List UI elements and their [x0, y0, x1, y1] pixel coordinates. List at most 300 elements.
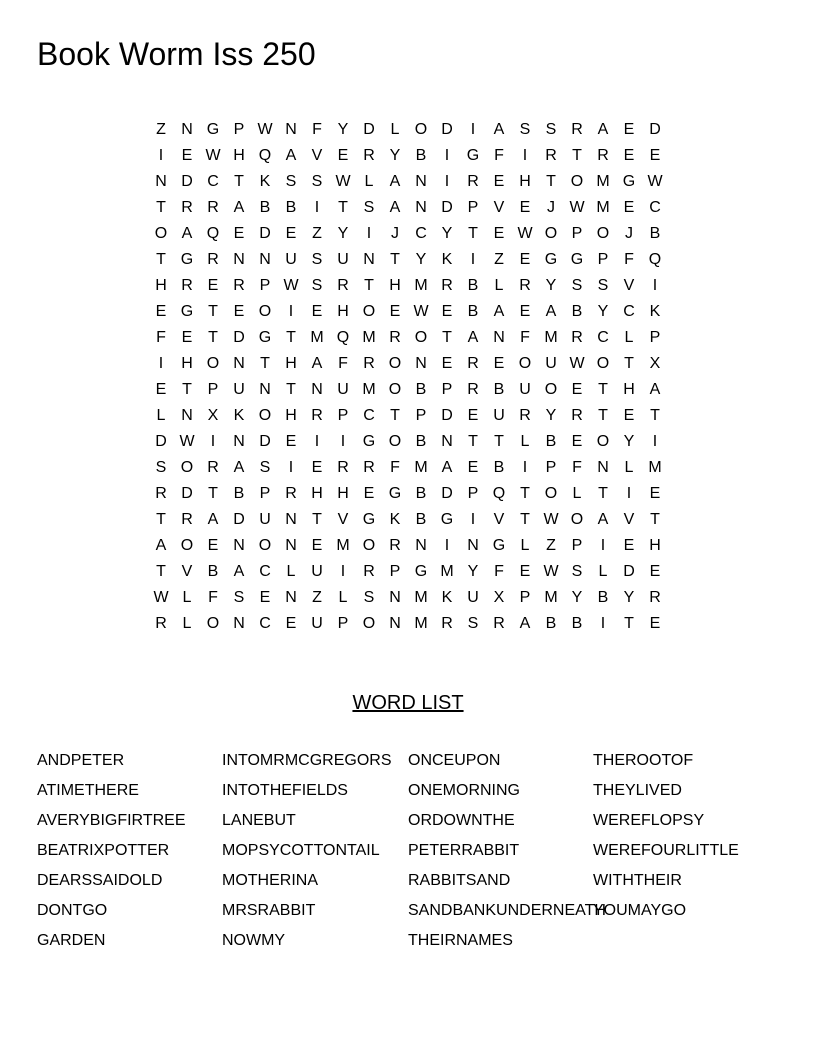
- grid-letter: E: [519, 199, 531, 216]
- grid-letter: C: [207, 173, 219, 190]
- grid-letter: D: [259, 433, 271, 450]
- grid-letter: T: [520, 485, 530, 502]
- grid-letter: W: [569, 355, 585, 372]
- grid-letter: N: [389, 589, 401, 606]
- grid-letter: W: [413, 303, 429, 320]
- grid-letter: S: [545, 121, 557, 138]
- grid-letter: P: [519, 589, 531, 606]
- grid-letter: U: [337, 251, 349, 268]
- grid-letter: O: [206, 615, 220, 632]
- grid-letter: Y: [441, 225, 453, 242]
- grid-letter: F: [390, 459, 400, 476]
- grid-letter: I: [600, 615, 606, 632]
- grid-letter: M: [414, 589, 428, 606]
- grid-letter: T: [494, 433, 504, 450]
- grid-letter: M: [414, 615, 428, 632]
- grid-letter: I: [444, 147, 450, 164]
- grid-letter: T: [468, 433, 478, 450]
- grid-letter: A: [389, 199, 401, 216]
- grid-letter: N: [415, 173, 427, 190]
- word-list-column-3: [408, 746, 606, 956]
- grid-letter: E: [519, 251, 531, 268]
- grid-letter: O: [180, 459, 194, 476]
- grid-letter: G: [440, 511, 454, 528]
- grid-letter: Y: [415, 251, 427, 268]
- grid-letter: U: [311, 563, 323, 580]
- grid-letter: H: [337, 485, 349, 502]
- word-list-heading-text: WORD LIST: [352, 692, 464, 714]
- grid-letter: R: [363, 355, 375, 372]
- grid-letter: G: [622, 173, 636, 190]
- grid-letter: E: [623, 407, 635, 424]
- grid-row: [148, 481, 668, 507]
- grid-letter: E: [649, 615, 661, 632]
- grid-letter: C: [649, 199, 661, 216]
- grid-letter: Q: [206, 225, 220, 242]
- grid-letter: S: [363, 199, 375, 216]
- grid-letter: O: [596, 355, 610, 372]
- grid-letter: P: [337, 407, 349, 424]
- grid-letter: Z: [494, 251, 504, 268]
- word-list-item: ONCEUPON: [408, 752, 501, 769]
- grid-row: [148, 221, 668, 247]
- word-list-item: THEIRNAMES: [408, 932, 513, 949]
- grid-letter: S: [311, 251, 323, 268]
- grid-letter: M: [310, 329, 324, 346]
- grid-letter: E: [285, 225, 297, 242]
- grid-letter: G: [180, 303, 194, 320]
- grid-letter: G: [388, 485, 402, 502]
- grid-letter: I: [600, 537, 606, 554]
- grid-letter: U: [519, 381, 531, 398]
- grid-letter: T: [468, 225, 478, 242]
- grid-letter: E: [623, 537, 635, 554]
- word-list-item: INTOMRMCGREGORS: [222, 752, 392, 769]
- word-list-item: WEREFLOPSY: [593, 812, 705, 829]
- grid-letter: N: [285, 537, 297, 554]
- grid-letter: B: [415, 485, 427, 502]
- grid-letter: F: [494, 563, 504, 580]
- grid-letter: N: [441, 433, 453, 450]
- grid-letter: P: [649, 329, 661, 346]
- word-list-item: SANDBANKUNDERNEATH: [408, 902, 606, 919]
- grid-letter: B: [545, 615, 557, 632]
- grid-letter: S: [571, 563, 583, 580]
- grid-letter: P: [467, 485, 479, 502]
- grid-letter: B: [467, 303, 479, 320]
- grid-letter: X: [493, 589, 505, 606]
- grid-letter: R: [285, 485, 297, 502]
- grid-letter: B: [415, 433, 427, 450]
- grid-letter: I: [158, 355, 164, 372]
- grid-letter: I: [652, 277, 658, 294]
- grid-letter: A: [233, 459, 245, 476]
- grid-letter: O: [388, 355, 402, 372]
- grid-letter: I: [314, 199, 320, 216]
- grid-letter: B: [493, 459, 505, 476]
- grid-letter: L: [390, 121, 400, 138]
- grid-letter: Q: [492, 485, 506, 502]
- word-list-item: YOUMAYGO: [593, 902, 687, 919]
- grid-letter: M: [362, 381, 376, 398]
- grid-letter: I: [340, 563, 346, 580]
- grid-letter: E: [285, 433, 297, 450]
- grid-letter: T: [598, 381, 608, 398]
- grid-letter: N: [233, 251, 245, 268]
- grid-letter: T: [208, 329, 218, 346]
- grid-letter: E: [493, 225, 505, 242]
- grid-letter: G: [180, 251, 194, 268]
- grid-letter: T: [546, 173, 556, 190]
- grid-letter: I: [652, 433, 658, 450]
- grid-letter: D: [649, 121, 661, 138]
- grid-letter: A: [545, 303, 557, 320]
- grid-letter: V: [493, 511, 505, 528]
- grid-letter: T: [286, 381, 296, 398]
- grid-letter: O: [596, 225, 610, 242]
- grid-letter: H: [155, 277, 167, 294]
- grid-row: [148, 195, 668, 221]
- grid-letter: S: [311, 173, 323, 190]
- grid-letter: A: [233, 563, 245, 580]
- grid-letter: T: [260, 355, 270, 372]
- grid-letter: W: [283, 277, 299, 294]
- grid-letter: H: [623, 381, 635, 398]
- grid-letter: E: [493, 355, 505, 372]
- grid-letter: E: [285, 615, 297, 632]
- grid-letter: T: [598, 407, 608, 424]
- grid-letter: O: [414, 329, 428, 346]
- grid-letter: O: [258, 407, 272, 424]
- grid-letter: N: [233, 615, 245, 632]
- grid-letter: D: [441, 485, 453, 502]
- word-list-column-1: [37, 746, 222, 956]
- grid-letter: Y: [545, 277, 557, 294]
- grid-letter: Y: [337, 121, 349, 138]
- grid-letter: H: [285, 407, 297, 424]
- grid-letter: E: [519, 303, 531, 320]
- grid-letter: D: [181, 173, 193, 190]
- word-list-column-2: [222, 746, 407, 956]
- grid-letter: E: [649, 147, 661, 164]
- grid-letter: R: [467, 381, 479, 398]
- grid-letter: E: [571, 433, 583, 450]
- grid-letter: P: [259, 277, 271, 294]
- grid-letter: U: [493, 407, 505, 424]
- grid-letter: E: [155, 381, 167, 398]
- grid-letter: T: [624, 615, 634, 632]
- grid-letter: R: [337, 459, 349, 476]
- grid-letter: N: [181, 407, 193, 424]
- grid-letter: B: [285, 199, 297, 216]
- grid-letter: J: [391, 225, 399, 242]
- grid-letter: N: [259, 251, 271, 268]
- grid-letter: T: [312, 511, 322, 528]
- grid-letter: T: [390, 407, 400, 424]
- grid-letter: J: [625, 225, 633, 242]
- grid-letter: M: [414, 459, 428, 476]
- grid-letter: I: [470, 121, 476, 138]
- grid-row: [148, 507, 668, 533]
- grid-letter: B: [415, 147, 427, 164]
- grid-letter: G: [206, 121, 220, 138]
- grid-letter: R: [207, 459, 219, 476]
- grid-letter: L: [156, 407, 166, 424]
- grid-letter: D: [259, 225, 271, 242]
- grid-letter: S: [467, 615, 479, 632]
- grid-letter: L: [624, 459, 634, 476]
- grid-letter: O: [388, 381, 402, 398]
- grid-letter: R: [363, 563, 375, 580]
- grid-letter: S: [259, 459, 271, 476]
- grid-letter: A: [389, 173, 401, 190]
- grid-letter: O: [258, 303, 272, 320]
- grid-letter: R: [389, 537, 401, 554]
- grid-letter: U: [285, 251, 297, 268]
- grid-letter: T: [364, 277, 374, 294]
- grid-letter: I: [444, 173, 450, 190]
- grid-row: [148, 143, 668, 169]
- grid-letter: O: [388, 433, 402, 450]
- grid-letter: K: [649, 303, 661, 320]
- grid-letter: N: [233, 433, 245, 450]
- grid-row: [148, 247, 668, 273]
- grid-letter: I: [470, 511, 476, 528]
- grid-letter: P: [259, 485, 271, 502]
- grid-letter: E: [311, 303, 323, 320]
- word-list-item: DEARSSAIDOLD: [37, 872, 163, 889]
- grid-letter: L: [286, 563, 296, 580]
- grid-letter: P: [207, 381, 219, 398]
- grid-letter: T: [598, 485, 608, 502]
- grid-letter: P: [337, 615, 349, 632]
- grid-letter: R: [467, 355, 479, 372]
- grid-letter: J: [547, 199, 555, 216]
- grid-letter: I: [314, 433, 320, 450]
- grid-letter: Y: [623, 433, 635, 450]
- grid-letter: B: [571, 303, 583, 320]
- grid-letter: H: [649, 537, 661, 554]
- grid-letter: A: [597, 511, 609, 528]
- grid-letter: T: [156, 511, 166, 528]
- grid-letter: Y: [389, 147, 401, 164]
- grid-letter: R: [519, 277, 531, 294]
- word-list-item: WEREFOURLITTLE: [593, 842, 739, 859]
- grid-letter: E: [519, 563, 531, 580]
- grid-row: [148, 455, 668, 481]
- grid-letter: K: [233, 407, 245, 424]
- grid-letter: L: [494, 277, 504, 294]
- grid-letter: O: [180, 537, 194, 554]
- grid-letter: T: [338, 199, 348, 216]
- grid-letter: O: [414, 121, 428, 138]
- grid-letter: R: [363, 147, 375, 164]
- word-list-item: THEYLIVED: [593, 782, 682, 799]
- grid-letter: T: [208, 485, 218, 502]
- grid-letter: G: [466, 147, 480, 164]
- grid-letter: N: [181, 121, 193, 138]
- grid-letter: R: [493, 615, 505, 632]
- grid-letter: M: [544, 329, 558, 346]
- grid-letter: Y: [597, 303, 609, 320]
- grid-letter: R: [519, 407, 531, 424]
- grid-letter: N: [363, 251, 375, 268]
- grid-letter: B: [545, 433, 557, 450]
- grid-letter: E: [207, 537, 219, 554]
- grid-letter: R: [155, 485, 167, 502]
- grid-letter: M: [440, 563, 454, 580]
- grid-letter: A: [285, 147, 297, 164]
- grid-letter: C: [623, 303, 635, 320]
- grid-letter: D: [181, 485, 193, 502]
- grid-letter: M: [336, 537, 350, 554]
- grid-row: [148, 299, 668, 325]
- grid-letter: B: [467, 277, 479, 294]
- grid-letter: L: [520, 433, 530, 450]
- grid-letter: Y: [623, 589, 635, 606]
- grid-letter: E: [181, 147, 193, 164]
- grid-letter: F: [572, 459, 582, 476]
- grid-letter: R: [649, 589, 661, 606]
- grid-letter: U: [259, 511, 271, 528]
- grid-letter: G: [258, 329, 272, 346]
- grid-letter: I: [340, 433, 346, 450]
- grid-letter: M: [414, 277, 428, 294]
- grid-letter: M: [544, 589, 558, 606]
- word-list-item: THEROOTOF: [593, 752, 694, 769]
- grid-row: [148, 351, 668, 377]
- grid-letter: N: [233, 355, 245, 372]
- word-list-column-4: [593, 746, 778, 926]
- grid-letter: G: [544, 251, 558, 268]
- grid-row: [148, 273, 668, 299]
- grid-letter: P: [389, 563, 401, 580]
- grid-row: [148, 585, 668, 611]
- grid-letter: T: [182, 381, 192, 398]
- grid-letter: A: [493, 121, 505, 138]
- grid-letter: Q: [336, 329, 350, 346]
- grid-letter: E: [259, 589, 271, 606]
- grid-letter: W: [335, 173, 351, 190]
- word-list-item: GARDEN: [37, 932, 106, 949]
- grid-letter: E: [467, 459, 479, 476]
- grid-letter: C: [363, 407, 375, 424]
- grid-letter: U: [545, 355, 557, 372]
- grid-letter: Z: [546, 537, 556, 554]
- grid-letter: T: [390, 251, 400, 268]
- grid-letter: A: [597, 121, 609, 138]
- grid-letter: W: [179, 433, 195, 450]
- grid-letter: E: [207, 277, 219, 294]
- grid-letter: F: [312, 121, 322, 138]
- grid-letter: N: [415, 355, 427, 372]
- grid-letter: K: [389, 511, 401, 528]
- grid-letter: O: [544, 381, 558, 398]
- grid-letter: R: [571, 121, 583, 138]
- word-list-item: DONTGO: [37, 902, 108, 919]
- grid-letter: R: [597, 147, 609, 164]
- grid-letter: T: [156, 563, 166, 580]
- grid-letter: E: [493, 173, 505, 190]
- grid-letter: G: [570, 251, 584, 268]
- grid-letter: Y: [545, 407, 557, 424]
- grid-letter: O: [570, 173, 584, 190]
- grid-letter: I: [522, 147, 528, 164]
- grid-letter: S: [311, 277, 323, 294]
- grid-letter: B: [649, 225, 661, 242]
- grid-letter: N: [259, 381, 271, 398]
- grid-row: [148, 611, 668, 637]
- grid-letter: T: [572, 147, 582, 164]
- grid-letter: W: [153, 589, 169, 606]
- grid-letter: E: [623, 147, 635, 164]
- grid-letter: Y: [337, 225, 349, 242]
- grid-letter: L: [182, 589, 192, 606]
- grid-letter: R: [337, 277, 349, 294]
- grid-letter: L: [572, 485, 582, 502]
- grid-letter: E: [233, 303, 245, 320]
- grid-letter: W: [543, 511, 559, 528]
- grid-letter: P: [233, 121, 245, 138]
- grid-letter: E: [649, 485, 661, 502]
- grid-letter: F: [520, 329, 530, 346]
- grid-letter: A: [441, 459, 453, 476]
- grid-letter: T: [520, 511, 530, 528]
- grid-letter: O: [518, 355, 532, 372]
- grid-letter: T: [156, 199, 166, 216]
- grid-letter: V: [181, 563, 193, 580]
- grid-letter: M: [362, 329, 376, 346]
- word-list-item: MOPSYCOTTONTAIL: [222, 842, 380, 859]
- grid-letter: I: [470, 251, 476, 268]
- grid-letter: E: [363, 485, 375, 502]
- grid-letter: H: [285, 355, 297, 372]
- grid-letter: X: [207, 407, 219, 424]
- grid-letter: N: [597, 459, 609, 476]
- grid-letter: U: [233, 381, 245, 398]
- grid-letter: L: [520, 537, 530, 554]
- grid-letter: N: [285, 511, 297, 528]
- grid-letter: R: [363, 459, 375, 476]
- grid-letter: B: [233, 485, 245, 502]
- grid-letter: Q: [648, 251, 662, 268]
- grid-letter: B: [415, 381, 427, 398]
- grid-letter: S: [519, 121, 531, 138]
- word-list-item: PETERRABBIT: [408, 842, 520, 859]
- grid-letter: M: [648, 459, 662, 476]
- grid-letter: I: [366, 225, 372, 242]
- grid-letter: H: [233, 147, 245, 164]
- word-list-item: MOTHERINA: [222, 872, 318, 889]
- grid-letter: E: [571, 381, 583, 398]
- grid-letter: W: [569, 199, 585, 216]
- word-list-item: MRSRABBIT: [222, 902, 316, 919]
- grid-letter: E: [233, 225, 245, 242]
- grid-letter: N: [493, 329, 505, 346]
- grid-letter: K: [441, 589, 453, 606]
- grid-letter: B: [493, 381, 505, 398]
- grid-letter: X: [649, 355, 661, 372]
- grid-letter: O: [544, 485, 558, 502]
- grid-letter: B: [597, 589, 609, 606]
- grid-letter: I: [626, 485, 632, 502]
- grid-letter: P: [571, 537, 583, 554]
- word-list-item: AVERYBIGFIRTREE: [37, 812, 186, 829]
- grid-letter: N: [389, 615, 401, 632]
- grid-letter: L: [624, 329, 634, 346]
- grid-letter: F: [624, 251, 634, 268]
- word-search-grid: [148, 117, 668, 637]
